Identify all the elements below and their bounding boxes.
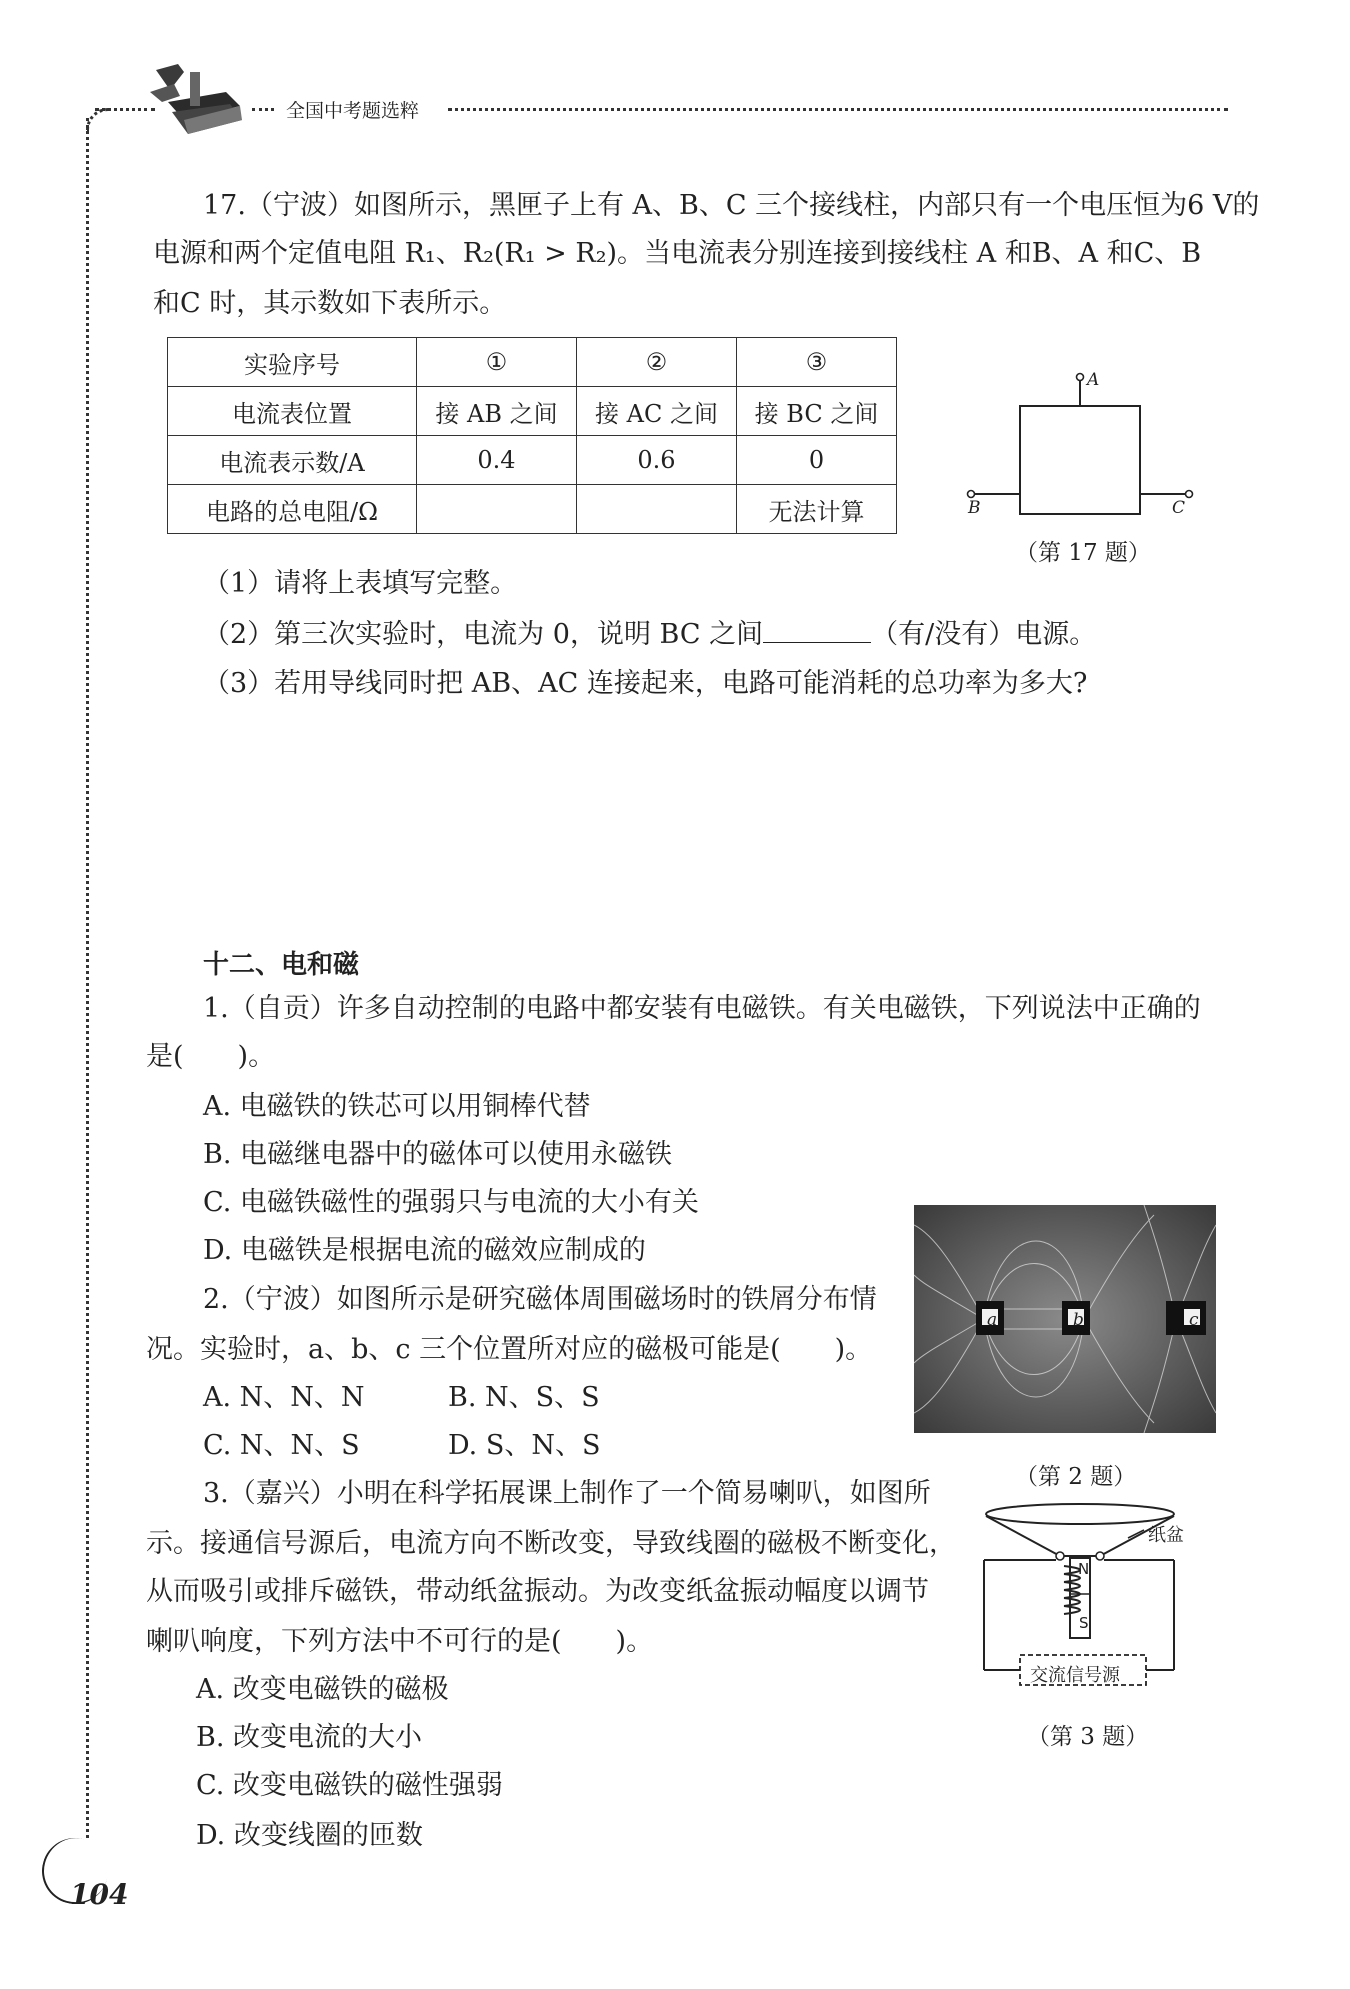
q17-label-a: A — [1087, 370, 1100, 390]
header-curve-corner — [86, 108, 111, 133]
table-cell: 电流表位置 — [168, 387, 417, 436]
table-cell: ② — [577, 338, 737, 387]
q17-sub-2-pre: （2）第三次实验时，电流为 0，说明 BC 之间 — [203, 619, 764, 650]
table-row — [168, 387, 897, 436]
table-cell: 电流表示数/A — [168, 436, 417, 485]
q3-label-cone: 纸盆 — [1148, 1525, 1184, 1546]
table-cell: 0.6 — [577, 436, 737, 485]
page-number: 104 — [70, 1878, 129, 1911]
q2-option-c: C. N、N、S — [203, 1430, 360, 1461]
table-cell: 接 AB 之间 — [417, 387, 577, 436]
book-stack-icon — [148, 62, 248, 142]
q17-line-2: 电源和两个定值电阻 R₁、R₂(R₁ > R₂)。当电流表分别连接到接线柱 A 和B、A 和C、B — [153, 238, 1202, 269]
q2-line-1: 2.（宁波）如图所示是研究磁体周围磁场时的铁屑分布情 — [203, 1284, 877, 1315]
q3-line-3: 从而吸引或排斥磁铁，带动纸盆振动。为改变纸盆振动幅度以调节 — [146, 1576, 929, 1607]
table-cell: 接 AC 之间 — [577, 387, 737, 436]
table-cell: 0 — [737, 436, 897, 485]
table-cell: 实验序号 — [168, 338, 417, 387]
section-heading: 十二、电和磁 — [203, 950, 360, 980]
table-cell: ① — [417, 338, 577, 387]
q3-figure-caption: （第 3 题） — [1027, 1724, 1149, 1750]
q17-sub-2 — [203, 620, 1096, 648]
q3-line-1: 3.（嘉兴）小明在科学拓展课上制作了一个简易喇叭，如图所 — [203, 1478, 931, 1509]
q3-option-d: D. 改变线圈的匝数 — [196, 1820, 423, 1851]
q17-blackbox-diagram — [960, 370, 1200, 530]
header-title: 全国中考题选粹 — [286, 100, 420, 122]
q17-line-3: 和C 时，其示数如下表所示。 — [153, 288, 507, 319]
q17-table — [167, 337, 897, 534]
q3-option-b: B. 改变电流的大小 — [196, 1722, 423, 1753]
q2-figure-caption: （第 2 题） — [1015, 1464, 1137, 1490]
q3-label-n: N — [1078, 1560, 1090, 1578]
q2-iron-filings-photo — [914, 1205, 1216, 1433]
q1-option-d: D. 电磁铁是根据电流的磁效应制成的 — [203, 1235, 646, 1266]
q3-line-4: 喇叭响度，下列方法中不可行的是( )。 — [146, 1626, 654, 1657]
q2-option-d: D. S、N、S — [448, 1430, 601, 1461]
q1-option-a: A. 电磁铁的铁芯可以用铜棒代替 — [203, 1091, 591, 1122]
table-cell: 无法计算 — [737, 485, 897, 534]
table-cell: 0.4 — [417, 436, 577, 485]
q17-sub-3: （3）若用导线同时把 AB、AC 连接起来，电路可能消耗的总功率为多大? — [203, 668, 1088, 699]
q17-sub-1: （1）请将上表填写完整。 — [203, 568, 518, 599]
q17-line-1: 17.（宁波）如图所示，黑匣子上有 A、B、C 三个接线柱，内部只有一个电压恒为6 V的 — [203, 190, 1260, 221]
q1-line-2: 是( )。 — [146, 1041, 276, 1072]
table-row — [168, 436, 897, 485]
q17-sub-2-post: （有/没有）电源。 — [871, 619, 1097, 650]
q3-label-s: S — [1079, 1614, 1089, 1632]
header-dotted-line-right — [448, 108, 1228, 111]
q2-line-2: 况。实验时，a、b、c 三个位置所对应的磁极可能是( )。 — [146, 1334, 873, 1365]
answer-blank[interactable] — [763, 620, 871, 643]
q3-option-a: A. 改变电磁铁的磁极 — [196, 1674, 449, 1705]
q1-option-c: C. 电磁铁磁性的强弱只与电流的大小有关 — [203, 1187, 699, 1218]
q2-option-a: A. N、N、N — [203, 1382, 365, 1413]
q2-label-b: b — [1073, 1310, 1084, 1330]
q2-label-a: a — [987, 1310, 998, 1330]
q3-line-2: 示。接通信号源后，电流方向不断改变，导致线圈的磁极不断变化， — [146, 1528, 956, 1559]
q17-label-b: B — [968, 498, 981, 518]
q1-option-b: B. 电磁继电器中的磁体可以使用永磁铁 — [203, 1139, 673, 1170]
q3-label-source: 交流信号源 — [1030, 1665, 1120, 1686]
table-cell: 电路的总电阻/Ω — [168, 485, 417, 534]
table-cell: ③ — [737, 338, 897, 387]
page-left-dotted-border — [86, 118, 89, 1838]
q3-option-c: C. 改变电磁铁的磁性强弱 — [196, 1770, 503, 1801]
table-row — [168, 485, 897, 534]
q1-line-1: 1.（自贡）许多自动控制的电路中都安装有电磁铁。有关电磁铁，下列说法中正确的 — [203, 993, 1201, 1024]
table-cell: 接 BC 之间 — [737, 387, 897, 436]
table-cell — [577, 485, 737, 534]
q17-figure-caption: （第 17 题） — [1015, 540, 1151, 566]
header-dots-small — [252, 108, 274, 111]
q17-label-c: C — [1172, 498, 1186, 518]
q2-label-c: c — [1189, 1310, 1199, 1330]
table-row — [168, 338, 897, 387]
table-cell — [417, 485, 577, 534]
q2-option-b: B. N、S、S — [448, 1382, 600, 1413]
